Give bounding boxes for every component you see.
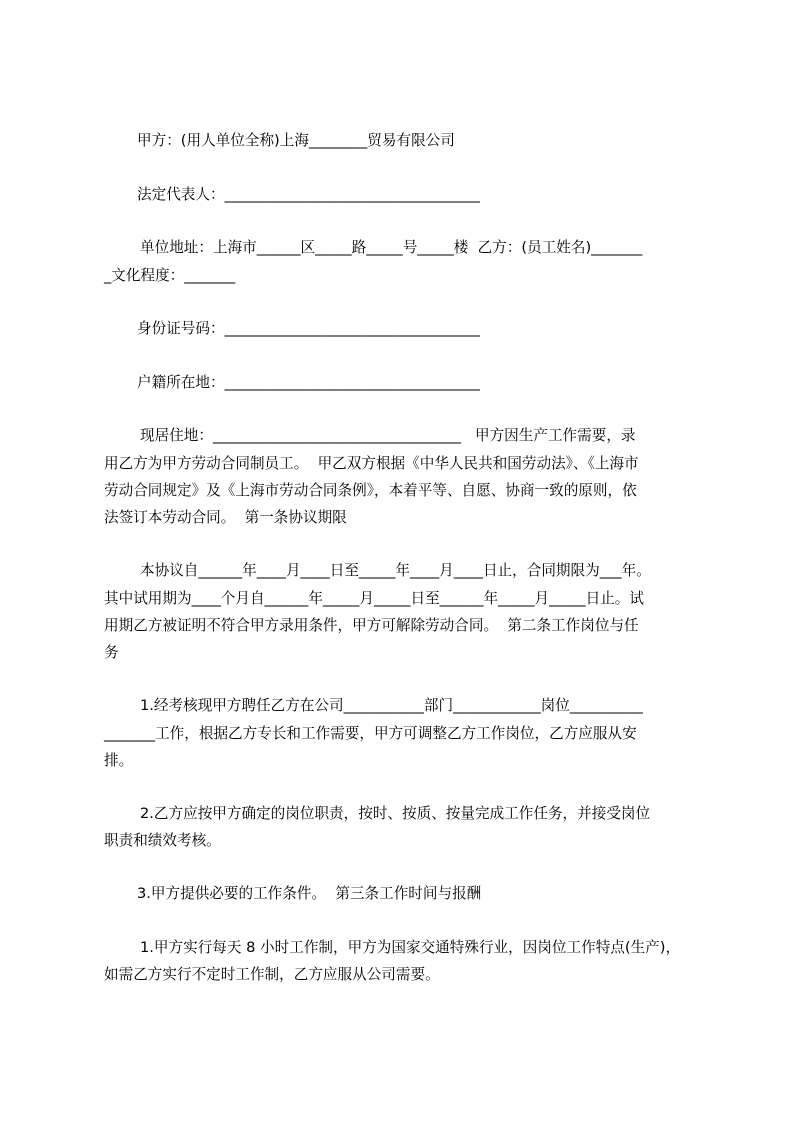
paragraph-line: _______工作，根据乙方专长和工作需要，甲方可调整乙方工作岗位，乙方应服从安 <box>104 725 637 742</box>
term-line: 本协议自______年____月____日至_____年____月____日止，合同期限为___年。 <box>140 562 651 579</box>
article-2-heading-line: 用期乙方被证明不符合甲方录用条件，甲方可解除劳动合同。 第二条工作岗位与任 <box>104 617 639 634</box>
probation-line: 其中试用期为____个月自______年_____月_____日至______年_____月_____日止。试 <box>104 590 644 607</box>
article-1-heading-line: 法签订本劳动合同。 第一条协议期限 <box>104 509 347 526</box>
residence-line: 现居住地：__________________________________ 甲方因生产工作需要，录 <box>140 427 636 444</box>
address-line: 单位地址：上海市______区_____路_____号_____楼 乙方：(员工姓名)_______ <box>140 239 643 256</box>
paragraph-line: 务 <box>104 644 119 661</box>
education-line: _文化程度：_______ <box>104 267 236 284</box>
paragraph-line: 如需乙方实行不定时工作制，乙方应服从公司需要。 <box>104 966 440 983</box>
household-registration-line: 户籍所在地：___________________________________ <box>137 374 480 391</box>
item-2-line: 2.乙方应按甲方确定的岗位职责，按时、按质、按量完成工作任务，并接受岗位 <box>140 805 651 822</box>
paragraph-line: 用乙方为甲方劳动合同制员工。 甲乙双方根据《中华人民共和国劳动法》、《上海市 <box>104 455 639 472</box>
legal-representative-line: 法定代表人：___________________________________ <box>137 186 480 203</box>
id-number-line: 身份证号码：___________________________________ <box>137 320 480 337</box>
item-1-line: 1.经考核现甲方聘任乙方在公司___________部门____________岗位__________ <box>140 697 643 714</box>
paragraph-line: 排。 <box>104 752 134 769</box>
party-a-line: 甲方：(用人单位全称)上海________贸易有限公司 <box>137 132 455 149</box>
paragraph-line: 劳动合同规定》及《上海市劳动合同条例》，本着平等、自愿、协商一致的原则，依 <box>104 482 637 499</box>
paragraph-line: 职责和绩效考核。 <box>104 832 221 849</box>
item-3-line: 3.甲方提供必要的工作条件。 第三条工作时间与报酬 <box>137 885 482 902</box>
article-3-item-1-line: 1.甲方实行每天 8 小时工作制，甲方为国家交通特殊行业，因岗位工作特点(生产)， <box>140 939 681 956</box>
